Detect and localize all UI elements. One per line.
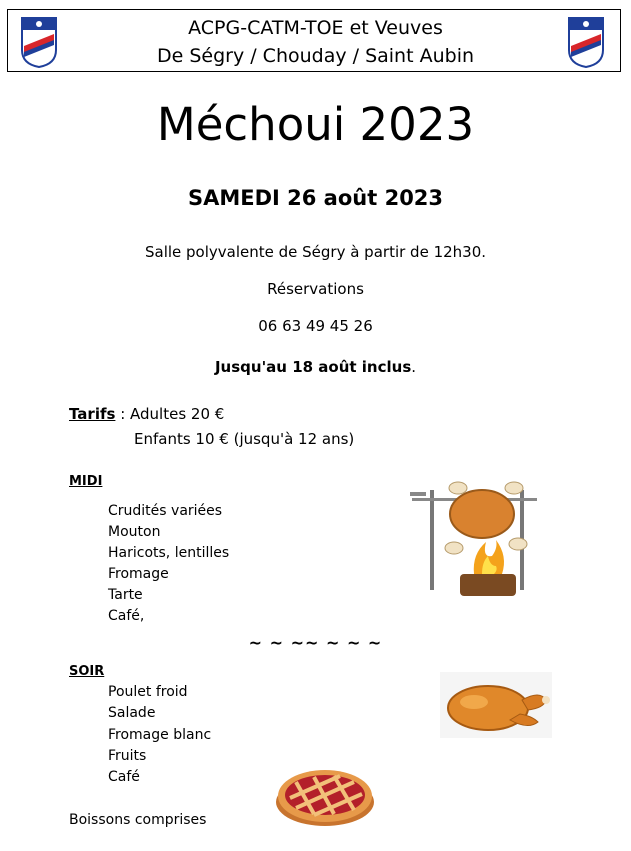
header-line-2: De Ségry / Chouday / Saint Aubin	[156, 45, 475, 67]
deadline-bold: Jusqu'au 18 août inclus	[214, 358, 412, 376]
midi-item: Tarte	[108, 587, 143, 603]
cherry-pie-image	[274, 762, 376, 830]
phone-number: 06 63 49 45 26	[258, 317, 373, 335]
soir-item: Fruits	[108, 748, 147, 764]
deadline-period: .	[411, 358, 417, 376]
midi-item: Mouton	[108, 524, 161, 540]
midi-item: Fromage	[108, 566, 169, 582]
tarifs-label: Tarifs	[69, 405, 116, 423]
tarif-children: Enfants 10 € (jusqu'à 12 ans)	[134, 430, 355, 448]
reservations-label: Réservations	[267, 280, 364, 298]
page-title: Méchoui 2023	[156, 98, 475, 151]
midi-item: Café,	[108, 608, 145, 624]
midi-item: Haricots, lentilles	[108, 545, 230, 561]
soir-item: Fromage blanc	[108, 727, 212, 743]
deadline-text	[0, 358, 631, 376]
venue-text: Salle polyvalente de Ségry à partir de 12h30.	[144, 243, 487, 261]
midi-label: MIDI	[69, 474, 103, 489]
soir-label: SOIR	[69, 664, 105, 679]
tarif-adults: Adultes 20 €	[130, 405, 225, 423]
soir-item: Café	[108, 769, 140, 785]
soir-item: Salade	[108, 705, 156, 721]
midi-item: Crudités variées	[108, 503, 223, 519]
tarifs-line	[69, 405, 224, 423]
spit-roast-image	[408, 470, 540, 596]
event-date: SAMEDI 26 août 2023	[187, 186, 444, 210]
roast-chicken-image	[440, 672, 552, 738]
tarifs-separator: :	[115, 405, 131, 423]
tilde-separator: ~ ~ ~~ ~ ~ ~	[248, 633, 383, 652]
drinks-included: Boissons comprises	[69, 812, 207, 828]
soir-item: Poulet froid	[108, 684, 188, 700]
header-line-1: ACPG-CATM-TOE et Veuves	[188, 17, 443, 39]
